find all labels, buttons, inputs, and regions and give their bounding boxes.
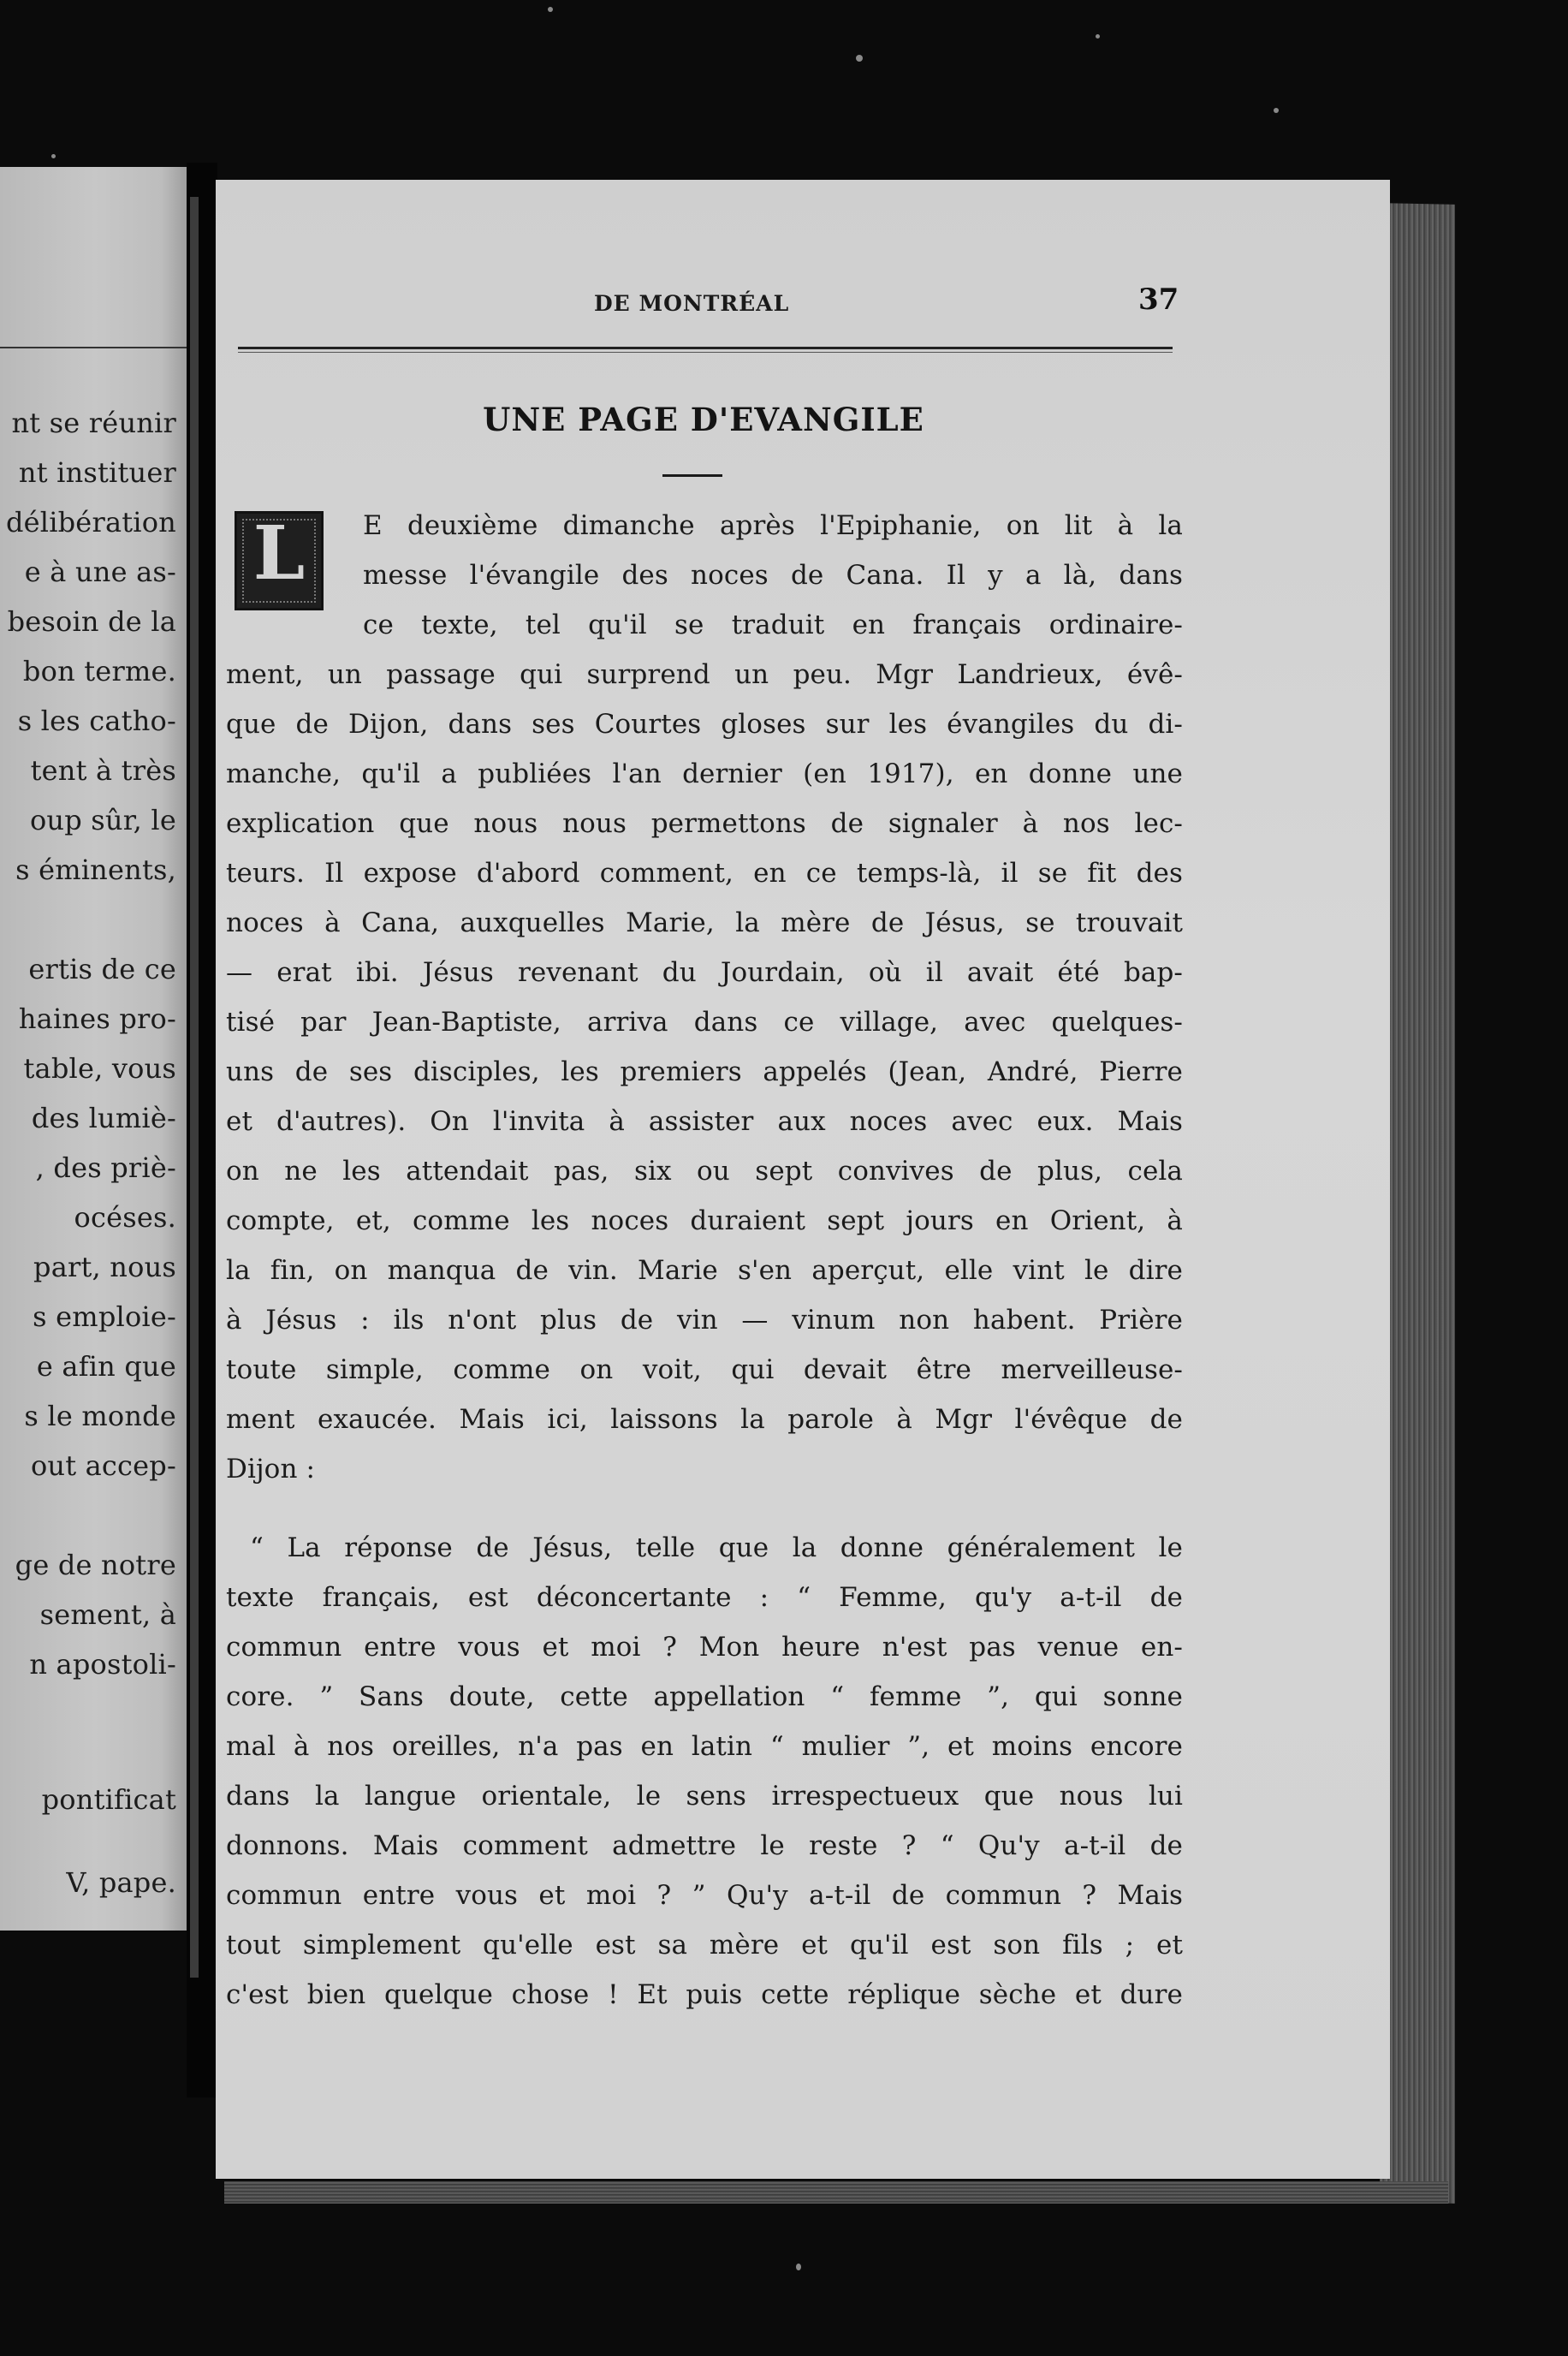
- body-line: core. ” Sans doute, cette appellation “ femme ”, qui sonne: [226, 1681, 1183, 1712]
- left-page-line: délibération: [5, 506, 176, 538]
- left-page-line: out accep-: [30, 1449, 176, 1482]
- left-page-line: ertis de ce: [28, 953, 176, 985]
- left-page-line: s éminents,: [15, 854, 176, 886]
- left-page-line: ge de notre: [15, 1549, 176, 1581]
- body-line: que de Dijon, dans ses Courtes gloses sur les évangiles du di-: [226, 709, 1183, 740]
- running-head: [216, 281, 1390, 324]
- header-rule-thin: [238, 352, 1173, 353]
- book-page-edges: [1380, 203, 1455, 2204]
- header-rule: [238, 347, 1173, 349]
- body-line: texte français, est déconcertante : “ Femme, qu'y a-t-il de: [226, 1582, 1183, 1613]
- body-line: dans la langue orientale, le sens irrespectueux que nous lui: [226, 1781, 1183, 1812]
- dropcap-letter: L: [252, 511, 306, 597]
- body-line: ment, un passage qui surprend un peu. Mgr Landrieux, évê-: [226, 659, 1183, 690]
- left-page-line: e afin que: [36, 1350, 176, 1383]
- body-line: donnons. Mais comment admettre le reste ? “ Qu'y a-t-il de: [226, 1830, 1183, 1861]
- body-line: à Jésus : ils n'ont plus de vin — vinum non habent. Prière: [226, 1305, 1183, 1336]
- title-divider: [662, 474, 722, 477]
- body-line: on ne les attendait pas, six ou sept convives de plus, cela: [226, 1156, 1183, 1187]
- body-line: compte, et, comme les noces duraient sept jours en Orient, à: [226, 1205, 1183, 1236]
- left-page-line: part, nous: [33, 1251, 176, 1283]
- body-line: commun entre vous et moi ? ” Qu'y a-t-il de commun ? Mais: [226, 1880, 1183, 1911]
- dust-speck: [856, 55, 863, 62]
- left-page-head-rule: [0, 347, 190, 348]
- body-line: Dijon :: [226, 1454, 316, 1484]
- left-page-line: , des priè-: [35, 1151, 176, 1184]
- left-page-line: s emploie-: [33, 1300, 176, 1333]
- body-line: ment exaucée. Mais ici, laissons la parole à Mgr l'évêque de: [226, 1404, 1183, 1435]
- left-page-line: besoin de la: [7, 605, 176, 638]
- left-page-line: des lumiè-: [31, 1102, 176, 1134]
- body-line: commun entre vous et moi ? Mon heure n'est pas venue en-: [226, 1632, 1183, 1663]
- body-line: ce texte, tel qu'il se traduit en français ordinaire-: [363, 610, 1183, 640]
- body-line: E deuxième dimanche après l'Epiphanie, on lit à la: [363, 510, 1183, 541]
- ornamental-dropcap: [235, 511, 324, 610]
- body-line: tisé par Jean-Baptiste, arriva dans ce village, avec quelques-: [226, 1007, 1183, 1038]
- previous-page-fragment: [0, 167, 190, 1931]
- body-line: “ La réponse de Jésus, telle que la donne généralement le: [250, 1532, 1183, 1563]
- page-curl-highlight: [190, 197, 199, 1978]
- body-line: explication que nous nous permettons de signaler à nos lec-: [226, 808, 1183, 839]
- left-page-line: bon terme.: [22, 655, 176, 687]
- left-page-line: n apostoli-: [29, 1648, 176, 1681]
- left-page-line: table, vous: [23, 1052, 176, 1085]
- body-line: — erat ibi. Jésus revenant du Jourdain, où il avait été bap-: [226, 957, 1183, 988]
- dust-speck: [1096, 34, 1100, 39]
- body-line: c'est bien quelque chose ! Et puis cette réplique sèche et dure: [226, 1979, 1183, 2010]
- body-line: et d'autres). On l'invita à assister aux noces avec eux. Mais: [226, 1106, 1183, 1137]
- left-page-line: s les catho-: [17, 705, 176, 737]
- page-number: 37: [1138, 283, 1179, 317]
- dust-speck: [51, 154, 56, 158]
- running-title: DE MONTRÉAL: [594, 291, 790, 316]
- left-page-line: pontificat: [41, 1783, 176, 1816]
- book-bottom-edge: [224, 2181, 1448, 2204]
- left-page-line: nt se réunir: [11, 407, 176, 439]
- dust-speck: [1274, 108, 1279, 113]
- left-page-line: e à une as-: [24, 556, 176, 588]
- left-page-line: tent à très: [30, 754, 176, 787]
- body-line: noces à Cana, auxquelles Marie, la mère de Jésus, se trouvait: [226, 907, 1183, 938]
- book-page: [216, 180, 1390, 2179]
- body-line: messe l'évangile des noces de Cana. Il y a là, dans: [363, 560, 1183, 591]
- body-line: manche, qu'il a publiées l'an dernier (en 1917), en donne une: [226, 759, 1183, 789]
- dust-speck: [548, 7, 553, 12]
- left-page-line: oup sûr, le: [29, 804, 176, 836]
- body-line: tout simplement qu'elle est sa mère et qu'il est son fils ; et: [226, 1930, 1183, 1960]
- body-line: teurs. Il expose d'abord comment, en ce temps-là, il se fit des: [226, 858, 1183, 889]
- dust-speck: [796, 2264, 801, 2270]
- left-page-line: V, pape.: [66, 1866, 176, 1899]
- body-line: la fin, on manqua de vin. Marie s'en aperçut, elle vint le dire: [226, 1255, 1183, 1286]
- left-page-line: océses.: [74, 1201, 176, 1234]
- body-line: mal à nos oreilles, n'a pas en latin “ mulier ”, et moins encore: [226, 1731, 1183, 1762]
- article-title: UNE PAGE D'EVANGILE: [483, 401, 924, 438]
- body-line: toute simple, comme on voit, qui devait être merveilleuse-: [226, 1354, 1183, 1385]
- body-line: uns de ses disciples, les premiers appelés (Jean, André, Pierre: [226, 1056, 1183, 1087]
- left-page-line: sement, à: [39, 1598, 176, 1631]
- left-page-line: haines pro-: [18, 1002, 176, 1035]
- left-page-line: s le monde: [24, 1400, 176, 1432]
- left-page-line: nt instituer: [18, 456, 176, 489]
